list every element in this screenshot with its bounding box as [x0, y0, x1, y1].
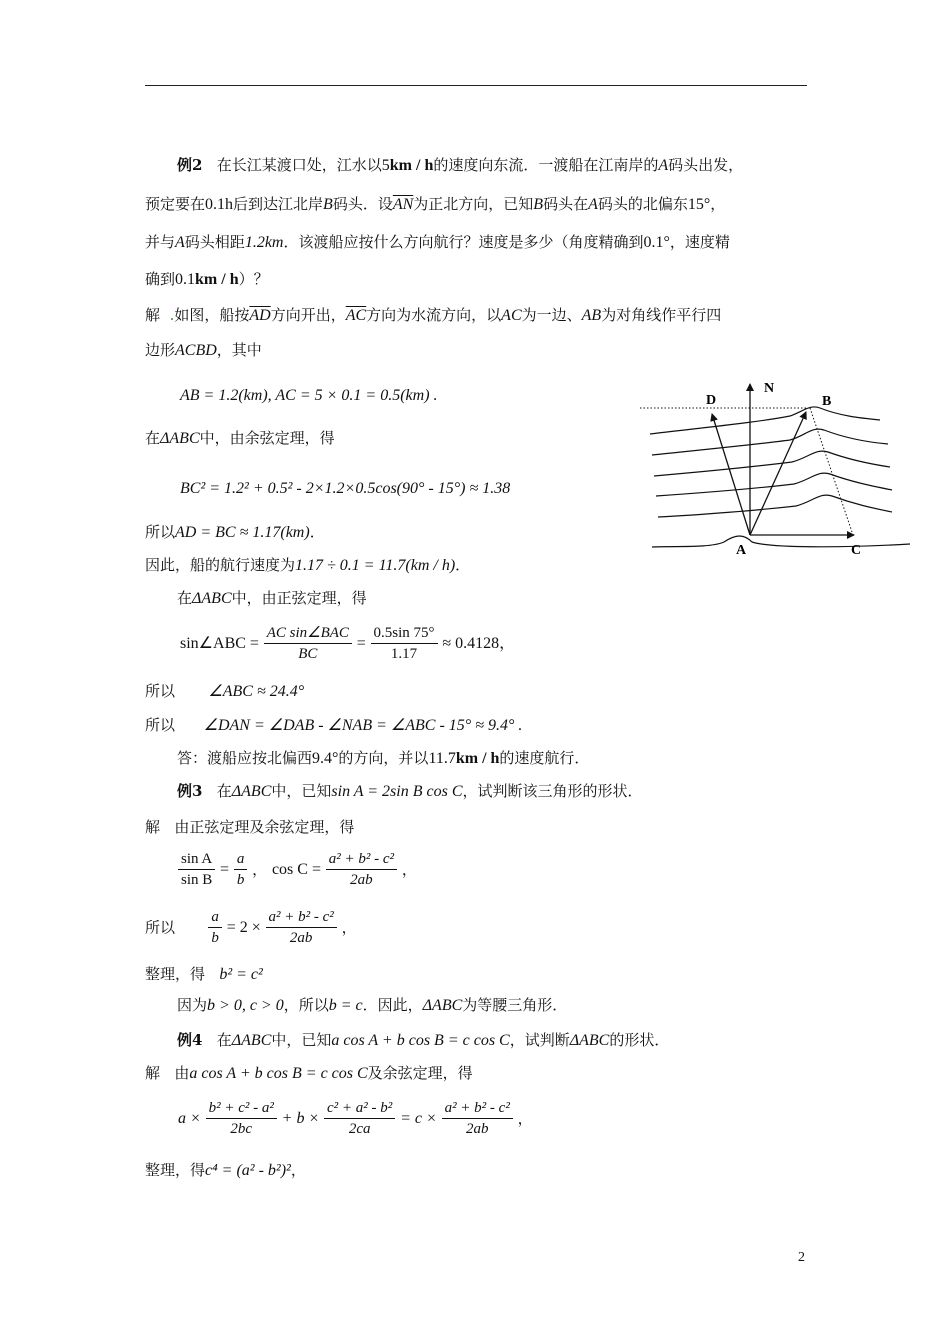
- fraction: $\frac{0.5\sin 75^\circ}{1.17}$: [371, 626, 438, 662]
- solution-2-line-5: 因此，船的航行速度为1.17 ÷ 0.1 = 11.7(km / h)．: [145, 556, 471, 574]
- example-2-line-4: 确到0.1km / h）？: [145, 270, 269, 288]
- solution-2-line-2: 边形ACBD，其中: [145, 341, 262, 359]
- page-number: 2: [798, 1250, 805, 1265]
- solution-3-line-2: 所以 $\frac{a}{b}$ = 2 × $\frac{\text{a² + b² - c²}}{2ab}$ ，: [145, 909, 357, 946]
- solution-3-line-3: 整理，得 b² = c²: [145, 965, 263, 983]
- answer-line: 答：渡船应按北偏西9.4°的方向，并以11.7km / h的速度航行．: [177, 749, 590, 767]
- fraction: $\frac{\text{a² + b² - c²}}{2ab}$: [326, 852, 397, 888]
- solution-4-line-2: 整理，得c⁴ = (a² - b²)²，: [145, 1161, 306, 1179]
- fraction: $\frac{\text{a² + b² - c²}}{2ab}$: [442, 1101, 513, 1137]
- solution-2-line-8: 所以 ∠DAN = ∠DAB - ∠NAB = ∠ABC - 15° ≈ 9.4° .: [145, 716, 523, 734]
- example-2-line-3: 并与A码头相距1.2km．该渡船应按什么方向航行？速度是多少（角度精确到0.1°，速度精: [145, 233, 730, 251]
- solution-2-line-7: 所以 ∠ABC ≈ 24.4°: [145, 682, 305, 700]
- example-3-line: 例3 在ΔABC中，已知sin A = 2sin B cos C，试判断该三角形的形状．: [177, 782, 643, 800]
- equation-ratio-and-cosc: $\frac{\text{sin A}}{\text{sin B}}$ = $\frac{a}{b}$ ， cos C = $\frac{\text{a² + b² - c²}}{2ab}$ ，: [178, 852, 417, 888]
- fraction: $\frac{\text{AC sin∠BAC}}{BC}$: [264, 626, 352, 662]
- label-n: N: [764, 381, 775, 396]
- fraction: $\frac{\text{c² + a² - b²}}{2ca}$: [324, 1101, 395, 1137]
- label-a: A: [736, 543, 747, 558]
- fraction: $\frac{\text{b² + c² - a²}}{2bc}$: [206, 1101, 277, 1137]
- label-c: C: [851, 543, 862, 558]
- example-2-line-2: 预定要在0.1h后到达江北岸B码头．设$\overline{AN}$为正北方向，已知B码头在A码头的北偏东15°，: [145, 195, 726, 213]
- solution-3-line-4: 因为b > 0, c > 0，所以b = c．因此，ΔABC为等腰三角形．: [177, 996, 568, 1014]
- solution-2-line-4: 所以AD = BC ≈ 1.17(km)．: [145, 523, 325, 541]
- equation-cosine-law: BC² = 1.2² + 0.5² - 2×1.2×0.5cos(90° - 15°) ≈ 1.38: [180, 480, 511, 497]
- equation-sine-law: sin∠ABC = $\frac{\text{AC sin∠BAC}}{BC}$ = $\frac{0.5\sin 75^\circ}{1.17}$ ≈ 0.4128，: [180, 625, 516, 662]
- example-4-line: 例4 在ΔABC中，已知a cos A + b cos B = c cos C，试判断ΔABC的形状．: [177, 1031, 670, 1049]
- solution-2-line-1: 解 .如图，船按$\overline{AD}$方向开出，$\overline{AC}$方向为水流方向，以AC为一边、AB为对角线作平行四: [145, 306, 722, 324]
- example-2-line-1: 例2 在长江某渡口处，江水以5km / h的速度向东流．一渡船在江南岸的A码头出发，: [177, 156, 744, 174]
- example-label: 例3: [177, 782, 203, 800]
- stray-dot: .: [169, 306, 175, 324]
- fraction: $\frac{a}{b}$: [208, 910, 222, 946]
- fraction: $\frac{a}{b}$: [234, 852, 248, 888]
- solution-4-line-1: 解 由a cos A + b cos B = c cos C及余弦定理，得: [145, 1064, 473, 1082]
- label-b: B: [822, 394, 832, 409]
- header-rule: [145, 85, 807, 86]
- example-label: 例4: [177, 1031, 203, 1049]
- solution-3-line-1: 解 由正弦定理及余弦定理，得: [145, 818, 355, 836]
- label-d: D: [706, 393, 717, 408]
- river-lines: [650, 407, 910, 547]
- example-label: 例2: [177, 156, 203, 174]
- solution-2-line-3: 在ΔABC中，由余弦定理，得: [145, 429, 335, 447]
- vector-ad: [712, 414, 750, 535]
- river-crossing-diagram: [640, 372, 915, 567]
- equation-example-4: a × $\frac{\text{b² + c² - a²}}{2bc}$ + b × $\frac{\text{c² + a² - b²}}{2ca}$ = c × $\frac{\text{a² + b² - c²}}{2ab}$ ，: [178, 1100, 533, 1137]
- solution-2-line-6: 在ΔABC中，由正弦定理，得: [177, 589, 367, 607]
- equation-ab-ac: AB = 1.2(km), AC = 5 × 0.1 = 0.5(km) .: [180, 387, 438, 404]
- fraction: $\frac{\text{sin A}}{\text{sin B}}$: [178, 852, 215, 888]
- dotted-bc: [810, 408, 852, 532]
- vector-ab: [750, 412, 806, 535]
- fraction: $\frac{\text{a² + b² - c²}}{2ab}$: [266, 910, 337, 946]
